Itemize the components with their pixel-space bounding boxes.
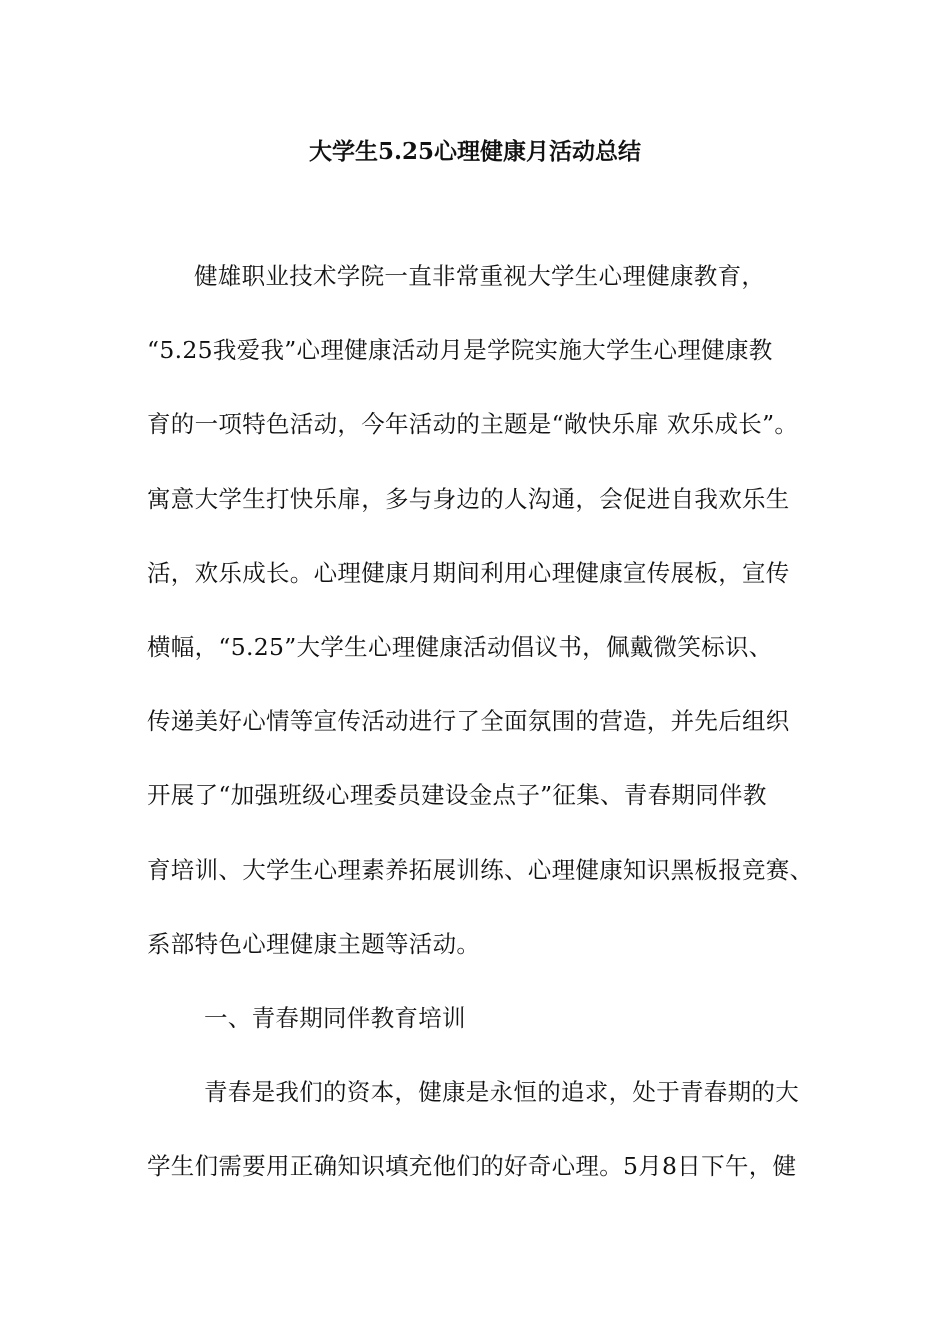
paragraph-line: 开展了“加强班级心理委员建设金点子”征集、青春期同伴教 [147,781,767,810]
paragraph-line: 寓意大学生打快乐扉，多与身边的人沟通，会促进自我欢乐生 [147,484,790,513]
paragraph-line: 青春是我们的资本，健康是永恒的追求，处于青春期的大 [204,1078,799,1107]
paragraph-line: 育的一项特色活动，今年活动的主题是“敞快乐扉 欢乐成长”。 [147,410,799,439]
paragraph-line: 健雄职业技术学院一直非常重视大学生心理健康教育， [194,262,766,290]
paragraph-line: 活，欢乐成长。心理健康月期间利用心理健康宣传展板，宣传 [147,558,790,587]
paragraph-line: “5.25我爱我”心理健康活动月是学院实施大学生心理健康教 [147,336,773,365]
paragraph-line: 学生们需要用正确知识填充他们的好奇心理。5月8日下午，健 [147,1152,797,1181]
paragraph-line: 育培训、大学生心理素养拓展训练、心理健康知识黑板报竞赛、 [147,855,814,884]
paragraph-line: 传递美好心情等宣传活动进行了全面氛围的营造，并先后组织 [147,707,790,736]
paragraph-line: 系部特色心理健康主题等活动。 [147,929,481,958]
document-title: 大学生5.25心理健康月活动总结 [308,138,642,165]
section-heading: 一、青春期同伴教育培训 [204,1003,466,1032]
document-body [147,256,827,1220]
paragraph-line: 横幅，“5.25”大学生心理健康活动倡议书，佩戴微笑标识、 [147,632,773,661]
